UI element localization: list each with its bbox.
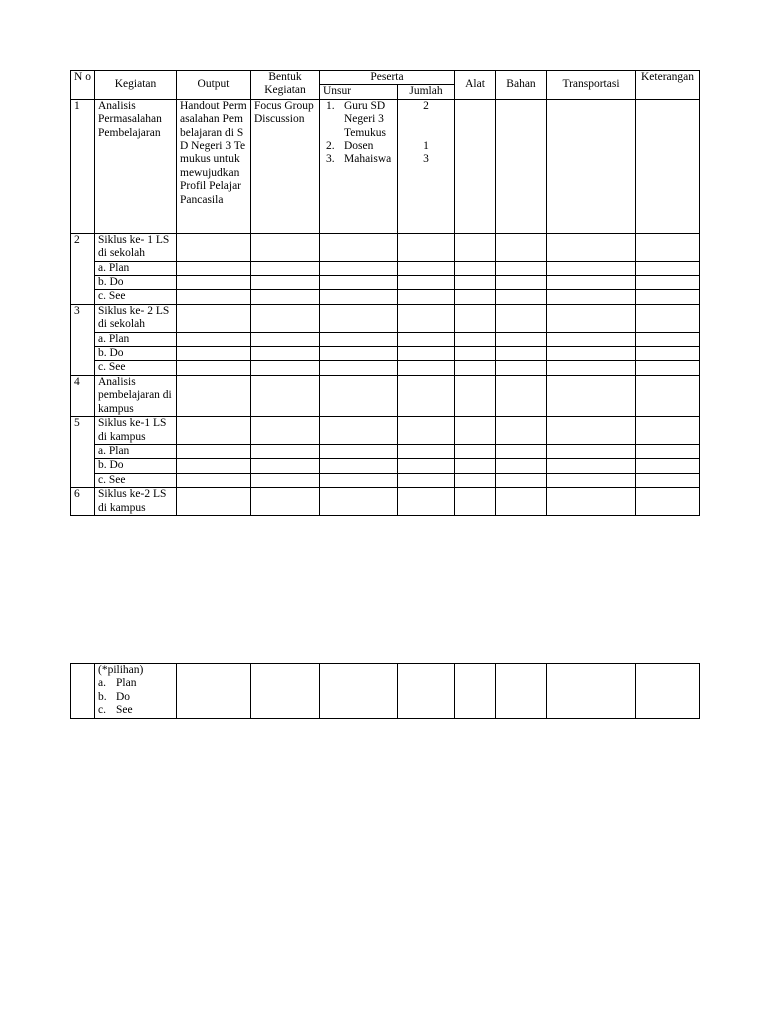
list-item [98,677,173,690]
peserta-item [322,153,394,166]
pilihan-note: (*pilihan) [98,664,144,676]
empty-cell [496,99,547,233]
kegiatan-cell: Analisis pembelajaran di kampus [95,375,177,416]
table-row [71,444,700,458]
bentuk-cell: Focus Group Discussion [251,99,320,233]
unsur-cell [320,99,398,233]
table-row [71,276,700,290]
list-marker: b. [98,690,107,703]
sub-step: a. Plan [95,332,177,346]
jumlah-value: 3 [423,153,429,166]
table-row [71,664,700,719]
list-item [98,704,173,717]
row-number: 6 [71,488,95,516]
header-no: N o [71,71,95,100]
table-row [71,332,700,346]
sub-step: Plan [116,677,137,690]
header-jumlah: Jumlah [398,85,455,99]
sub-step: a. Plan [95,444,177,458]
kegiatan-cell: Siklus ke- 1 LS di sekolah [95,233,177,261]
peserta-unsur: Mahaiswa [344,153,392,166]
jumlah-value: 1 [423,140,429,153]
row-number: 2 [71,233,95,304]
table-row [71,488,700,516]
table-row [71,375,700,416]
peserta-number: 1. [326,99,335,112]
peserta-item [322,140,394,153]
table-header-row [71,71,700,85]
sub-step: Do [116,690,131,703]
sub-step: c. See [95,361,177,375]
empty-cell [547,99,636,233]
header-bahan: Bahan [496,71,547,100]
kegiatan-cell: Siklus ke-2 LS di kampus [95,488,177,516]
peserta-number: 3. [326,153,335,166]
peserta-unsur: Guru SD Negeri 3 Temukus [344,99,386,139]
table-row [71,290,700,304]
kegiatan-cell: Siklus ke-1 LS di kampus [95,417,177,445]
sub-step: a. Plan [95,261,177,275]
sub-step: See [116,704,133,717]
table-row [71,233,700,261]
empty-cell [71,664,95,719]
table-row [71,261,700,275]
kegiatan-cell: Siklus ke- 2 LS di sekolah [95,304,177,332]
list-marker: c. [98,704,106,717]
empty-cell [455,99,496,233]
sub-step: b. Do [95,276,177,290]
activity-table [70,70,700,516]
header-kegiatan: Kegiatan [95,71,177,100]
header-transportasi: Transportasi [547,71,636,100]
header-bentuk-kegiatan: Bentuk Kegiatan [251,71,320,100]
table-row [71,459,700,473]
row-number: 1 [71,99,95,233]
jumlah-value: 2 [423,99,429,112]
header-output: Output [177,71,251,100]
row-number: 5 [71,417,95,488]
table-row [71,417,700,445]
header-unsur: Unsur [320,85,398,99]
list-marker: a. [98,677,106,690]
list-item [98,691,173,704]
peserta-number: 2. [326,140,335,153]
kegiatan-cell [95,664,177,719]
header-alat: Alat [455,71,496,100]
peserta-unsur: Dosen [344,140,374,153]
table-row [71,304,700,332]
table-row [71,99,700,233]
continuation-table [70,663,700,719]
kegiatan-cell: Analisis Permasalahan Pembelajaran [95,99,177,233]
sub-step: b. Do [95,347,177,361]
table-row [71,347,700,361]
table-row [71,473,700,487]
empty-cell [636,99,700,233]
jumlah-cell [398,99,455,233]
peserta-item [322,100,394,140]
sub-step: c. See [95,290,177,304]
output-cell: Handout Permasalahan Pembelajaran di SD Negeri 3 Temukus untuk mewujudkan Profil Pelajar Pancasila [177,99,251,233]
sub-step: b. Do [95,459,177,473]
sub-step: c. See [95,473,177,487]
header-keterangan: Keterangan [636,71,700,100]
row-number: 3 [71,304,95,375]
header-peserta: Peserta [320,71,455,85]
row-number: 4 [71,375,95,416]
table-row [71,361,700,375]
